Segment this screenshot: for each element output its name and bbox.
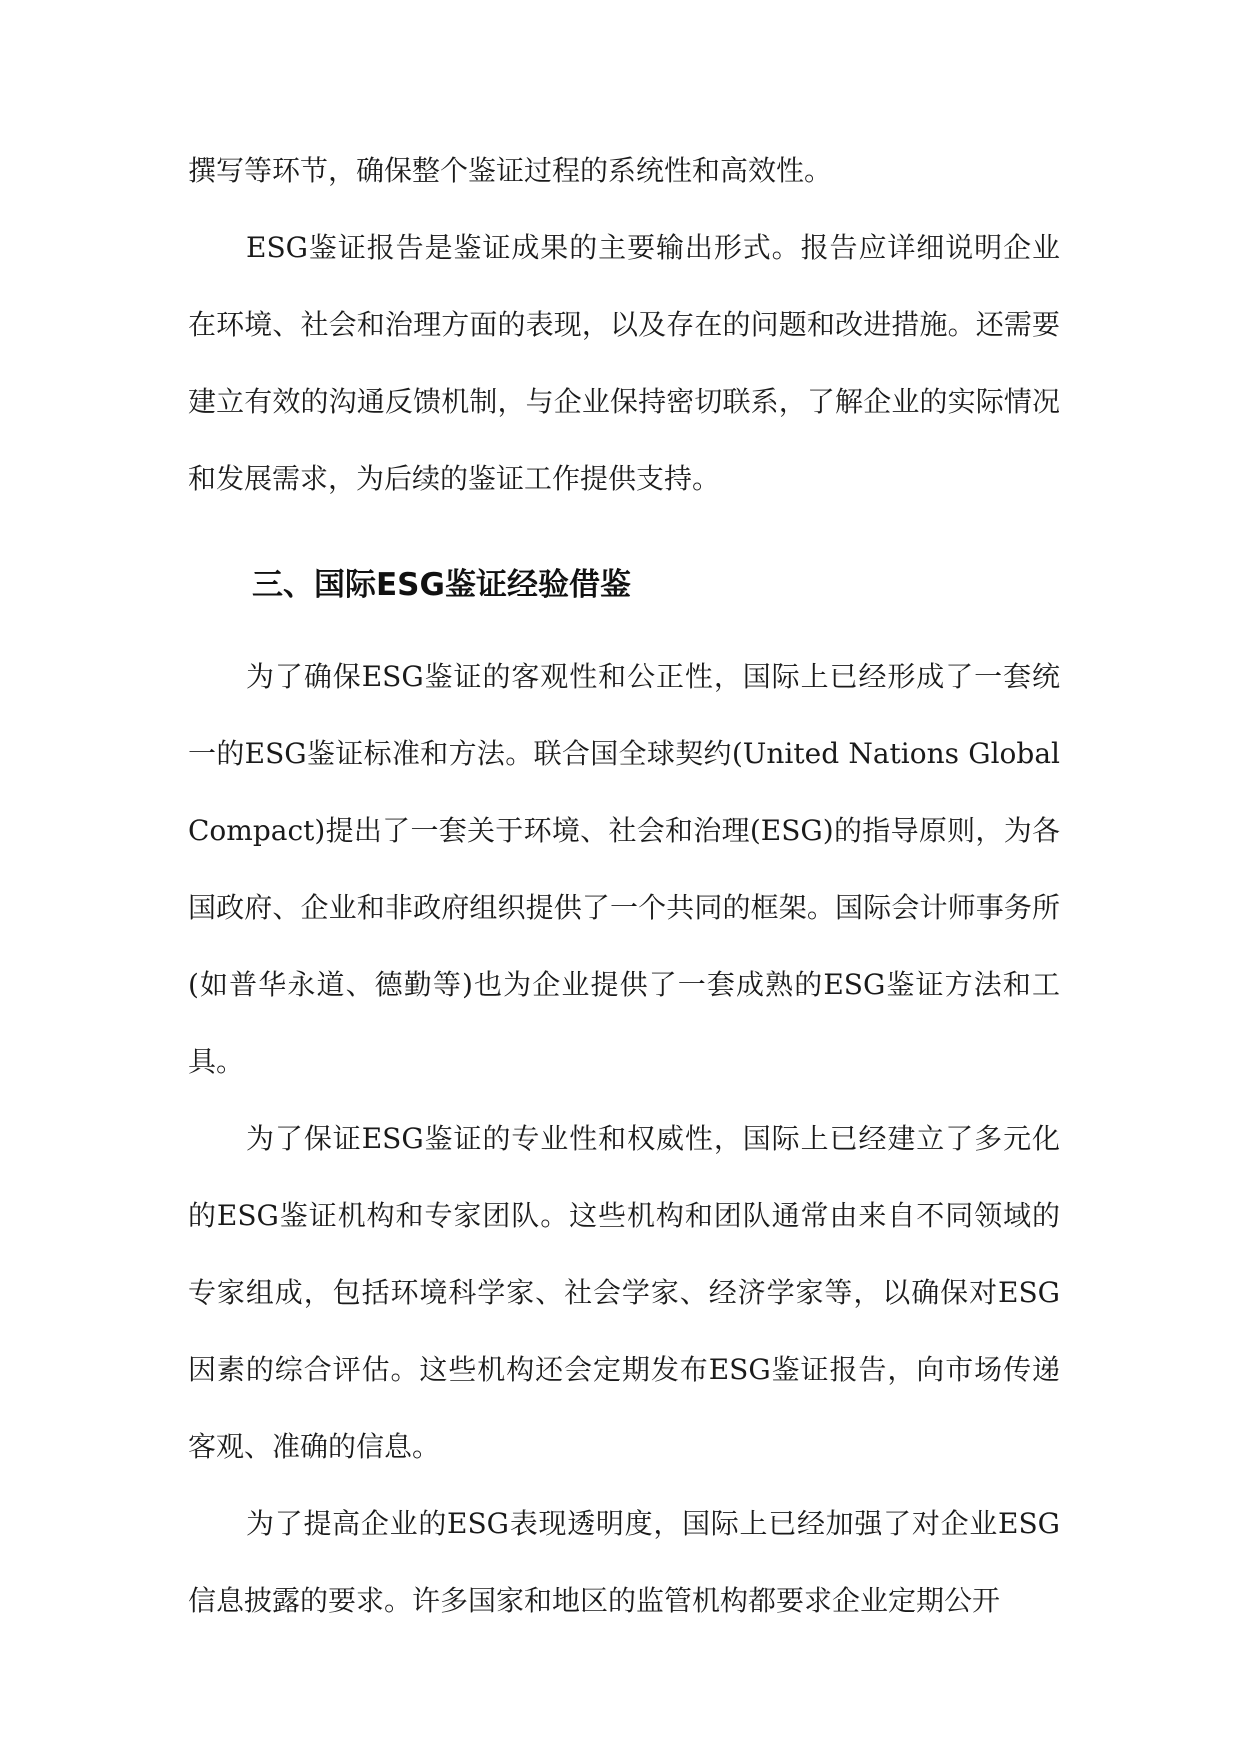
section-after — [188, 638, 1060, 1639]
section-heading: 三、国际ESG鉴证经验借鉴 — [252, 567, 631, 603]
paragraph-disclosure: 为了提高企业的ESG表现透明度，国际上已经加强了对企业ESG信息披露的要求。许多国家和地区的监管机构都要求企业定期公开 — [188, 1507, 1060, 1617]
paragraph-esg-report: ESG鉴证报告是鉴证成果的主要输出形式。报告应详细说明企业在环境、社会和治理方面的表现，以及存在的问题和改进措施。还需要建立有效的沟通反馈机制，与企业保持密切联系，了解企业的实际情况和发展需求，为后续的鉴证工作提供支持。 — [188, 231, 1060, 495]
paragraph-institutions: 为了保证ESG鉴证的专业性和权威性，国际上已经建立了多元化的ESG鉴证机构和专家团队。这些机构和团队通常由来自不同领域的专家组成，包括环境科学家、社会学家、经济学家等，以确保对ESG因素的综合评估。这些机构还会定期发布ESG鉴证报告，向市场传递客观、准确的信息。 — [188, 1122, 1060, 1463]
paragraph-continuation: 撰写等环节，确保整个鉴证过程的系统性和高效性。 — [188, 154, 833, 187]
section-before — [188, 132, 1060, 517]
paragraph-standards: 为了确保ESG鉴证的客观性和公正性，国际上已经形成了一套统一的ESG鉴证标准和方法。联合国全球契约(United Nations Global Compact)提出了一套关于环境、社会和治理(ESG)的指导原则，为各国政府、企业和非政府组织提供了一个共同的框架。国际会计师事务所(如普华永道、德勤等)也为企业提供了一套成熟的ESG鉴证方法和工具。 — [188, 660, 1060, 1078]
